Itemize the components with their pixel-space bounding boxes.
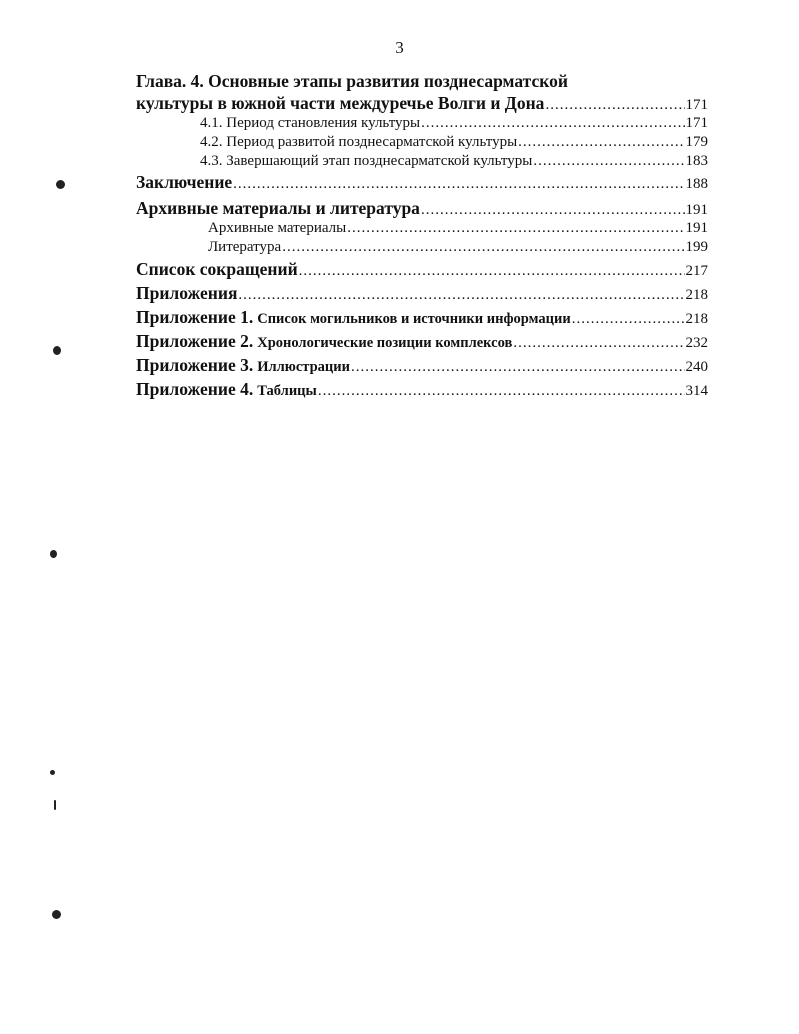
entry-description: Хронологические позиции комплексов (257, 335, 513, 351)
entry-label: 4.1. Период становления культуры (200, 115, 421, 131)
chapter-4-title-line1: Глава. 4. Основные этапы развития позднесарматской (136, 71, 568, 91)
toc-entry-appendix-4 (136, 377, 708, 401)
page-ref: 188 (685, 176, 708, 192)
leader-dots (282, 238, 684, 257)
entry-label: Приложение 4. (136, 379, 254, 399)
leader-dots (347, 219, 684, 238)
toc-entry-conclusion (136, 171, 708, 193)
toc-entry-section-4-1 (136, 114, 708, 133)
entry-label: Архивные материалы (208, 220, 347, 236)
scan-speck (56, 180, 65, 189)
scan-speck (52, 910, 61, 919)
leader-dots (533, 152, 684, 171)
page-ref: 199 (685, 239, 708, 255)
leader-dots (318, 379, 685, 401)
leader-dots (421, 114, 684, 133)
entry-label: Приложение 3. (136, 355, 254, 375)
scan-speck (54, 800, 56, 810)
scan-speck (50, 550, 57, 558)
page-ref: 240 (685, 359, 708, 375)
leader-dots (572, 307, 685, 329)
toc-entry-literature (136, 238, 708, 257)
entry-label: 4.2. Период развитой позднесарматской культуры (200, 134, 518, 150)
page-ref: 217 (685, 263, 708, 279)
table-of-contents (136, 70, 708, 401)
leader-dots (421, 199, 685, 219)
scan-speck (53, 346, 61, 355)
leader-dots (238, 283, 684, 305)
entry-label: Литература (208, 239, 282, 255)
toc-entry-appendix-3 (136, 353, 708, 377)
page-ref: 218 (685, 287, 708, 303)
entry-description: Таблицы (257, 383, 317, 399)
toc-entry-section-4-2 (136, 133, 708, 152)
entry-label: Приложения (136, 283, 238, 303)
leader-dots (299, 259, 685, 281)
page-ref: 191 (685, 220, 708, 236)
entry-label: Архивные материалы и литература (136, 198, 420, 218)
scan-speck (50, 770, 55, 775)
leader-dots (518, 133, 684, 152)
leader-dots (513, 331, 684, 353)
entry-label: Заключение (136, 172, 233, 192)
entry-label: Приложение 2. (136, 331, 254, 351)
page-ref: 191 (685, 202, 708, 218)
page-ref: 218 (685, 311, 708, 327)
entry-label: 4.3. Завершающий этап позднесарматской культуры (200, 153, 533, 169)
toc-entry-sources (136, 197, 708, 219)
entry-description: Список могильников и источники информации (257, 311, 571, 327)
entry-description: Иллюстрации (257, 359, 350, 375)
toc-entry-section-4-3 (136, 152, 708, 171)
leader-dots (233, 173, 684, 193)
entry-label: Список сокращений (136, 259, 298, 279)
page-ref: 183 (685, 153, 708, 169)
page-ref: 232 (685, 335, 708, 351)
toc-entry-appendix-1 (136, 305, 708, 329)
page-ref: 179 (685, 134, 708, 150)
page-ref: 171 (685, 97, 708, 113)
entry-label: Приложение 1. (136, 307, 254, 327)
toc-entry-appendices (136, 281, 708, 305)
toc-entry-chapter-4 (136, 92, 708, 114)
chapter-4-title-line2: культуры в южной части междуречье Волги и Дона (136, 93, 545, 113)
toc-entry-appendix-2 (136, 329, 708, 353)
toc-entry-abbreviations (136, 257, 708, 281)
toc-entry-archive-materials (136, 219, 708, 238)
leader-dots (545, 94, 684, 114)
page-number: 3 (395, 38, 404, 57)
page-ref: 171 (685, 115, 708, 131)
page-ref: 314 (685, 383, 708, 399)
leader-dots (351, 355, 685, 377)
